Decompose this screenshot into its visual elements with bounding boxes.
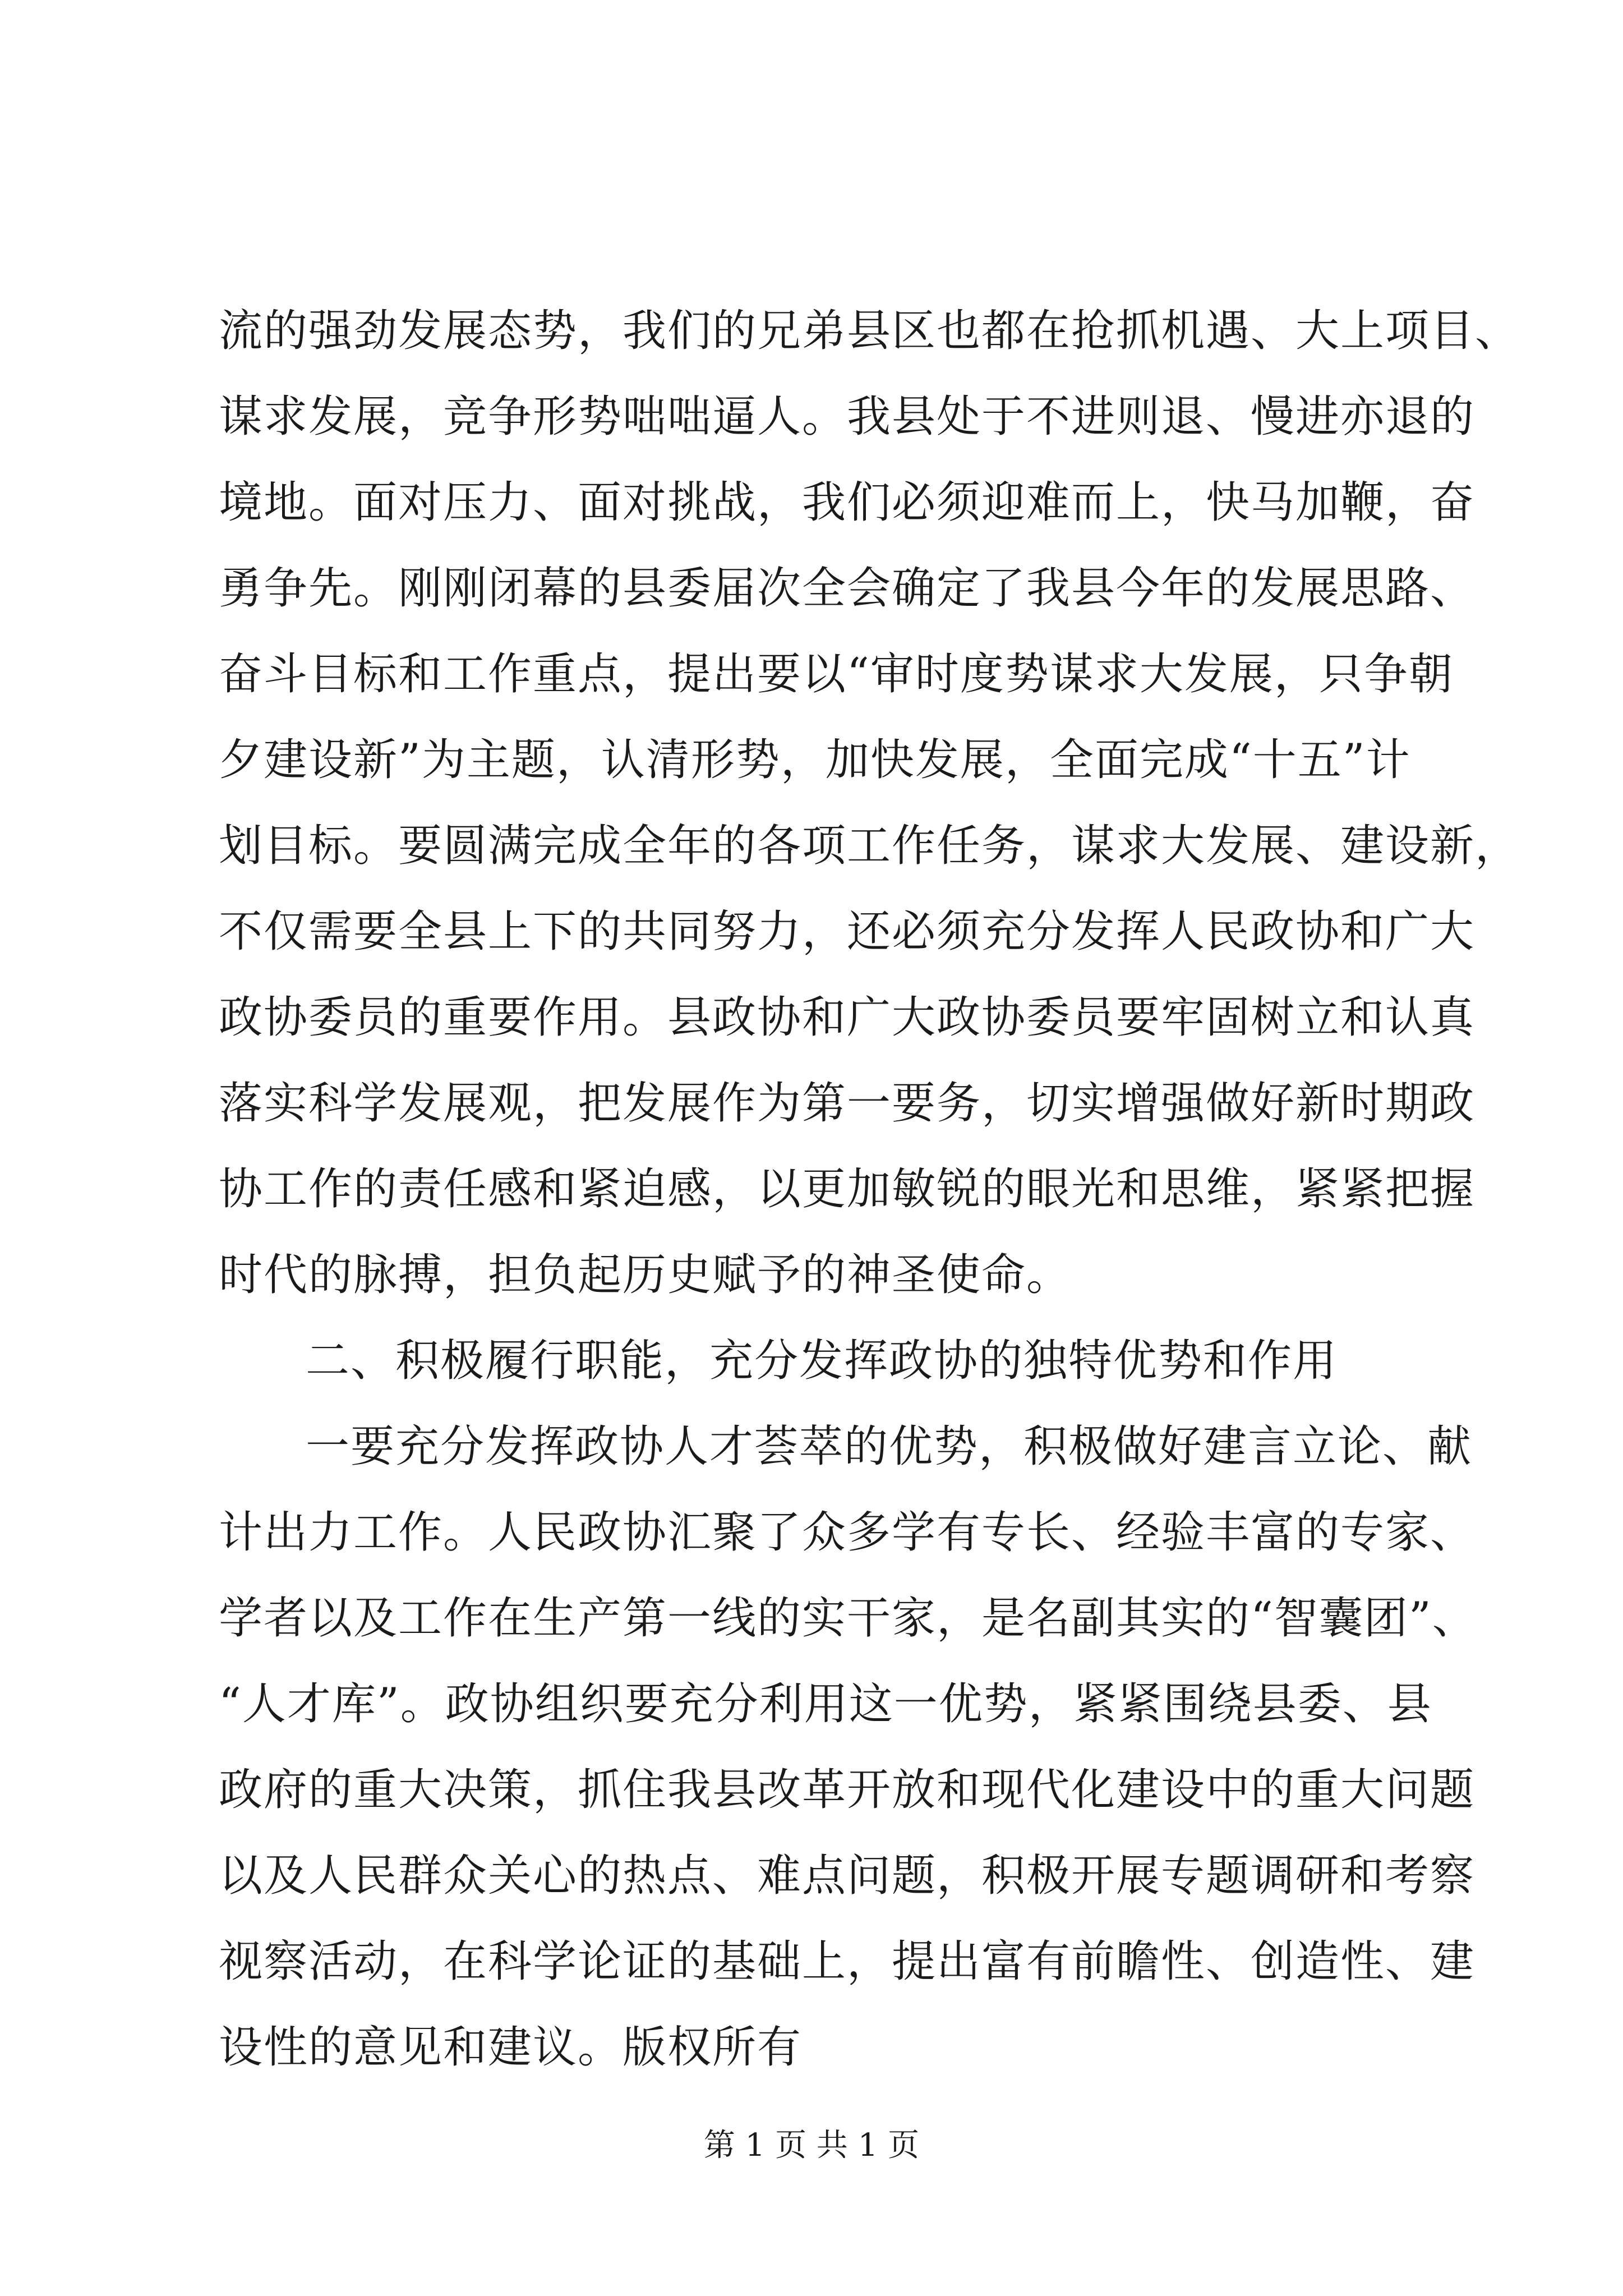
text-line: 时代的脉搏，担负起历史赋予的神圣使命。 [219, 1250, 1072, 1300]
text-line: 划目标。要圆满完成全年的各项工作任务，谋求大发展、建设新， [219, 821, 1520, 871]
text-line: 一要充分发挥政协人才荟萃的优势，积极做好建言立论、献 [306, 1421, 1473, 1472]
text-line: “人才库”。政协组织要充分利用这一优势，紧紧围绕县委、县 [219, 1679, 1432, 1729]
text-line: 境地。面对压力、面对挑战，我们必须迎难而上，快马加鞭，奋 [219, 477, 1476, 528]
text-line: 政协委员的重要作用。县政协和广大政协委员要牢固树立和认真 [219, 992, 1476, 1043]
text-line: 协工作的责任感和紧迫感，以更加敏锐的眼光和思维，紧紧把握 [219, 1164, 1476, 1214]
text-line: 设性的意见和建议。版权所有 [219, 2022, 803, 2073]
text-line: 学者以及工作在生产第一线的实干家，是名副其实的“智囊团”、 [219, 1593, 1477, 1644]
text-line: 落实科学发展观，把发展作为第一要务，切实增强做好新时期政 [219, 1078, 1476, 1129]
text-line: 不仅需要全县上下的共同努力，还必须充分发挥人民政协和广大 [219, 907, 1476, 957]
text-line: 以及人民群众关心的热点、难点问题，积极开展专题调研和考察 [219, 1851, 1476, 1901]
text-line: 政府的重大决策，抓住我县改革开放和现代化建设中的重大问题 [219, 1765, 1476, 1815]
text-line: 计出力工作。人民政协汇聚了众多学有专长、经验丰富的专家、 [219, 1507, 1476, 1558]
text-line: 勇争先。刚刚闭幕的县委届次全会确定了我县今年的发展思路、 [219, 563, 1476, 614]
text-line: 谋求发展，竞争形势咄咄逼人。我县处于不进则退、慢进亦退的 [219, 392, 1476, 442]
text-line: 流的强劲发展态势，我们的兄弟县区也都在抢抓机遇、大上项目、 [219, 306, 1520, 356]
page-footer: 第 1 页 共 1 页 [703, 2127, 920, 2164]
text-line: 视察活动，在科学论证的基础上，提出富有前瞻性、创造性、建 [219, 1936, 1476, 1987]
text-line: 夕建设新”为主题，认清形势，加快发展，全面完成“十五”计 [219, 735, 1411, 785]
text-line: 奋斗目标和工作重点，提出要以“审时度势谋求大发展，只争朝 [219, 649, 1454, 700]
section-heading: 二、积极履行职能，充分发挥政协的独特优势和作用 [306, 1336, 1338, 1386]
